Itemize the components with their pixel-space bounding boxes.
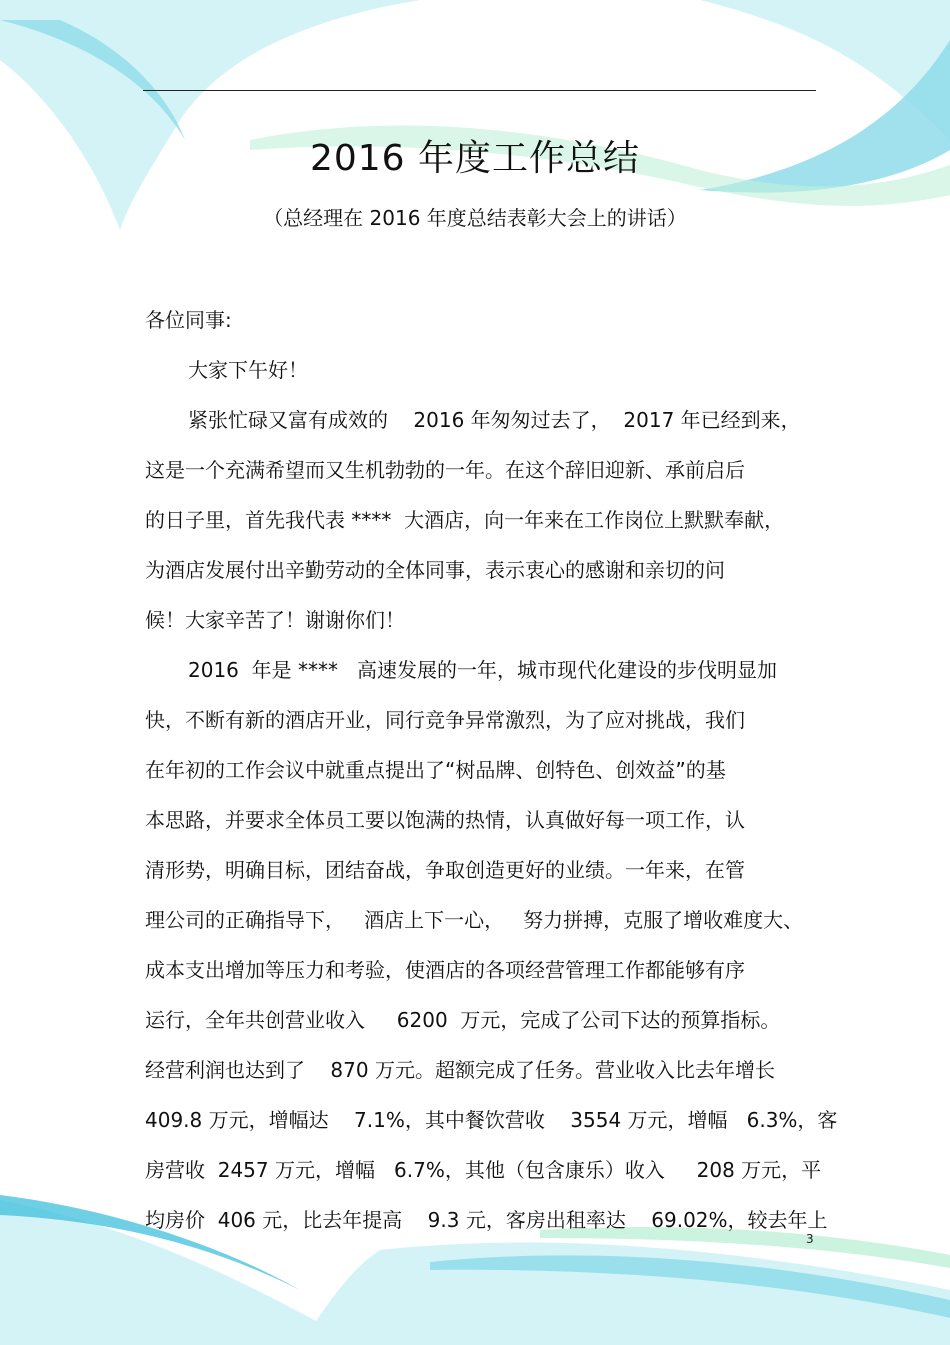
paragraph-line: 这是一个充满希望而又生机勃勃的一年。在这个辞旧迎新、承前启后 — [145, 458, 745, 482]
paragraph-line: 为酒店发展付出辛勤劳动的全体同事，表示衷心的感谢和亲切的问 — [145, 558, 725, 582]
paragraph-line: 2016 年是 **** 高速发展的一年，城市现代化建设的步伐明显加 — [188, 658, 778, 682]
paragraph-line: 紧张忙碌又富有成效的 2016 年匆匆过去了， 2017 年已经到来， — [188, 408, 801, 432]
paragraph-line: 理公司的正确指导下， 酒店上下一心， 努力拼搏，克服了增收难度大、 — [145, 908, 804, 932]
paragraph-line: 均房价 406 元，比去年提高 9.3 元，客房出租率达 69.02%，较去年上 — [145, 1208, 828, 1232]
paragraph-line: 快，不断有新的酒店开业，同行竞争异常激烈，为了应对挑战，我们 — [145, 708, 745, 732]
paragraph-line: 在年初的工作会议中就重点提出了“树品牌、创特色、创效益”的基 — [145, 758, 726, 782]
paragraph-line: 候！大家辛苦了！谢谢你们！ — [145, 608, 405, 632]
paragraph-line: 成本支出增加等压力和考验，使酒店的各项经营管理工作都能够有序 — [145, 958, 745, 982]
paragraph-line: 的日子里，首先我代表 **** 大酒店，向一年来在工作岗位上默默奉献， — [145, 508, 785, 532]
document-subtitle: （总经理在 2016 年度总结表彰大会上的讲话） — [263, 206, 687, 230]
paragraph-line: 本思路，并要求全体员工要以饱满的热情，认真做好每一项工作，认 — [145, 808, 745, 832]
page-number: 3 — [806, 1232, 814, 1246]
paragraph-line: 清形势，明确目标，团结奋战，争取创造更好的业绩。一年来，在管 — [145, 858, 745, 882]
header-rule — [143, 90, 816, 91]
salutation-line: 各位同事: — [145, 308, 232, 332]
paragraph-line: 409.8 万元，增幅达 7.1%，其中餐饮营收 3554 万元，增幅 6.3%，客 — [145, 1108, 838, 1132]
document-title: 2016 年度工作总结 — [309, 138, 641, 179]
greeting-line: 大家下午好！ — [188, 358, 308, 382]
paragraph-line: 房营收 2457 万元，增幅 6.7%，其他（包含康乐）收入 208 万元，平 — [145, 1158, 822, 1182]
paragraph-line: 运行，全年共创营业收入 6200 万元，完成了公司下达的预算指标。 — [145, 1008, 781, 1032]
paragraph-line: 经营利润也达到了 870 万元。超额完成了任务。营业收入比去年增长 — [145, 1058, 775, 1082]
